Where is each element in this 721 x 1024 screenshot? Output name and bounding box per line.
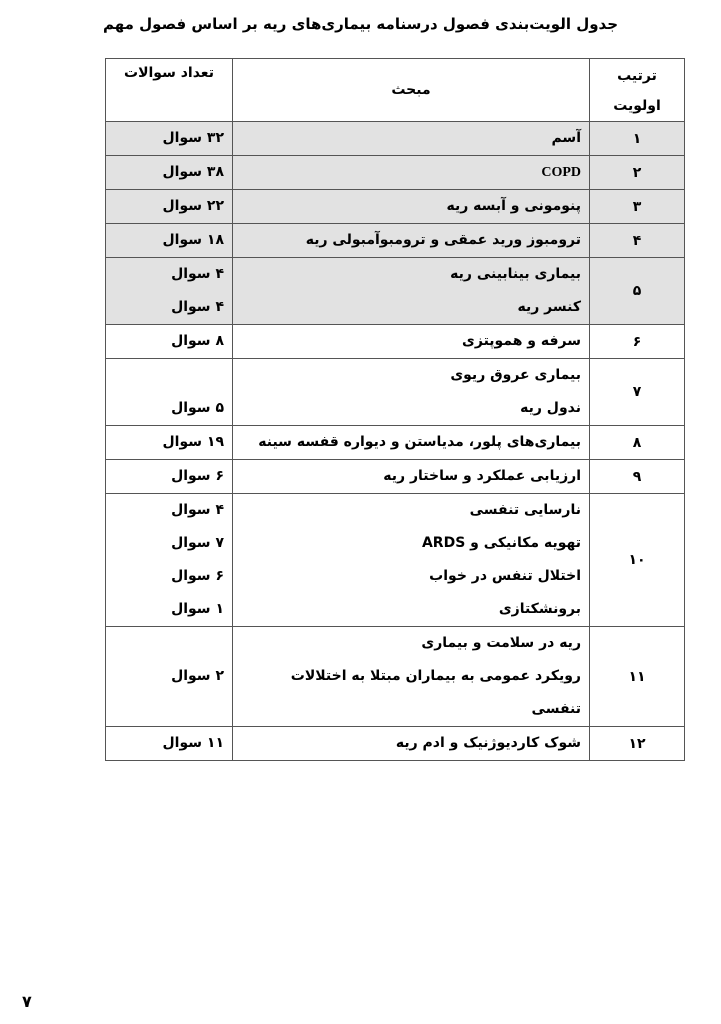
topic-cell bbox=[233, 627, 590, 727]
table-row bbox=[106, 460, 685, 494]
rank-cell: ۱ bbox=[590, 122, 685, 156]
topic-line: ارزیابی عملکرد و ساختار ریه bbox=[383, 468, 581, 484]
topic-cell bbox=[233, 122, 590, 156]
count-line: ۱۹ سوال bbox=[162, 434, 224, 450]
header-rank-line2: اولویت bbox=[613, 98, 661, 114]
rank-cell: ۸ bbox=[590, 426, 685, 460]
topic-line: برونشکتازی bbox=[498, 601, 581, 617]
topic-line: ترومبوز ورید عمقی و ترومبوآمبولی ریه bbox=[305, 232, 581, 248]
count-line: ۳۲ سوال bbox=[162, 130, 224, 146]
rank-cell: ۳ bbox=[590, 190, 685, 224]
rank-cell: ۱۱ bbox=[590, 627, 685, 727]
topic-cell bbox=[233, 156, 590, 190]
count-cell bbox=[106, 190, 233, 224]
table-row bbox=[106, 426, 685, 460]
rank-cell: ۲ bbox=[590, 156, 685, 190]
table-row bbox=[106, 258, 685, 325]
header-rank bbox=[590, 59, 685, 122]
topic-line: شوک کاردیوژنیک و ادم ریه bbox=[395, 735, 581, 751]
topic-line: نارسایی تنفسی bbox=[469, 502, 581, 518]
rank-cell: ۷ bbox=[590, 359, 685, 426]
count-line bbox=[114, 359, 224, 392]
header-count: تعداد سوالات bbox=[106, 59, 233, 122]
count-line: ۴ سوال bbox=[171, 299, 224, 315]
table-row bbox=[106, 494, 685, 627]
count-line: ۷ سوال bbox=[171, 535, 224, 551]
count-line: ۸ سوال bbox=[171, 333, 224, 349]
table-body bbox=[106, 122, 685, 761]
rank-cell: ۱۰ bbox=[590, 494, 685, 627]
count-cell bbox=[106, 727, 233, 761]
rank-cell: ۴ bbox=[590, 224, 685, 258]
count-cell bbox=[106, 258, 233, 325]
table-row bbox=[106, 627, 685, 727]
count-line: ۳۸ سوال bbox=[162, 164, 224, 180]
count-cell bbox=[106, 460, 233, 494]
count-cell bbox=[106, 627, 233, 727]
topic-line: سرفه و هموپتزی bbox=[462, 333, 581, 349]
topic-line: ندول ریه bbox=[520, 400, 581, 416]
count-line: ۲۲ سوال bbox=[162, 198, 224, 214]
topic-cell bbox=[233, 224, 590, 258]
count-line: ۴ سوال bbox=[171, 502, 224, 518]
header-rank-line1: ترتیب bbox=[617, 68, 657, 84]
topic-cell bbox=[233, 190, 590, 224]
count-line: ۱۸ سوال bbox=[162, 232, 224, 248]
table-row bbox=[106, 156, 685, 190]
topic-line: رویکرد عمومی به بیماران مبتلا به اختلالات bbox=[290, 668, 581, 684]
priority-table bbox=[105, 58, 685, 761]
count-line: ۴ سوال bbox=[171, 266, 224, 282]
topic-cell bbox=[233, 727, 590, 761]
rank-cell: ۱۲ bbox=[590, 727, 685, 761]
rank-cell: ۶ bbox=[590, 325, 685, 359]
count-line: ۱ سوال bbox=[171, 601, 224, 617]
count-cell bbox=[106, 494, 233, 627]
count-line: ۶ سوال bbox=[171, 568, 224, 584]
page-title: جدول الویت‌بندی فصول درسنامه بیماری‌های ریه بر اساس فصول مهم bbox=[102, 15, 619, 33]
count-cell bbox=[106, 426, 233, 460]
table-row bbox=[106, 224, 685, 258]
table-row bbox=[106, 325, 685, 359]
topic-line: کنسر ریه bbox=[517, 299, 581, 315]
count-line bbox=[114, 693, 224, 726]
count-line: ۲ سوال bbox=[171, 668, 224, 684]
topic-cell bbox=[233, 460, 590, 494]
topic-line: بیماری بینابینی ریه bbox=[450, 266, 581, 282]
table-header-row bbox=[106, 59, 685, 122]
count-line: ۶ سوال bbox=[171, 468, 224, 484]
topic-cell bbox=[233, 359, 590, 426]
table-row bbox=[106, 122, 685, 156]
topic-line: پنومونی و آبسه ریه bbox=[446, 198, 581, 214]
topic-line: بیماری‌های پلور، مدیاستن و دیواره قفسه سینه bbox=[258, 434, 581, 450]
topic-cell bbox=[233, 325, 590, 359]
count-cell bbox=[106, 122, 233, 156]
topic-cell bbox=[233, 494, 590, 627]
topic-cell bbox=[233, 426, 590, 460]
topic-line: ریه در سلامت و بیماری bbox=[421, 635, 581, 651]
topic-line: بیماری عروق ریوی bbox=[450, 367, 581, 383]
header-topic: مبحث bbox=[233, 59, 590, 122]
topic-line: تنفسی bbox=[531, 701, 581, 717]
count-line: ۵ سوال bbox=[171, 400, 224, 416]
count-line: ۱۱ سوال bbox=[162, 735, 224, 751]
rank-cell: ۵ bbox=[590, 258, 685, 325]
count-line bbox=[114, 627, 224, 660]
page-number: ۷ bbox=[22, 992, 32, 1011]
count-cell bbox=[106, 325, 233, 359]
topic-line: تهویه مکانیکی و ARDS bbox=[421, 535, 581, 551]
topic-line: اختلال تنفس در خواب bbox=[429, 568, 581, 584]
count-cell bbox=[106, 224, 233, 258]
topic-line: آسم bbox=[551, 130, 581, 146]
count-cell bbox=[106, 156, 233, 190]
table-row bbox=[106, 727, 685, 761]
topic-cell bbox=[233, 258, 590, 325]
topic-line: COPD bbox=[541, 165, 581, 180]
count-cell bbox=[106, 359, 233, 426]
table-row bbox=[106, 359, 685, 426]
table-row bbox=[106, 190, 685, 224]
rank-cell: ۹ bbox=[590, 460, 685, 494]
